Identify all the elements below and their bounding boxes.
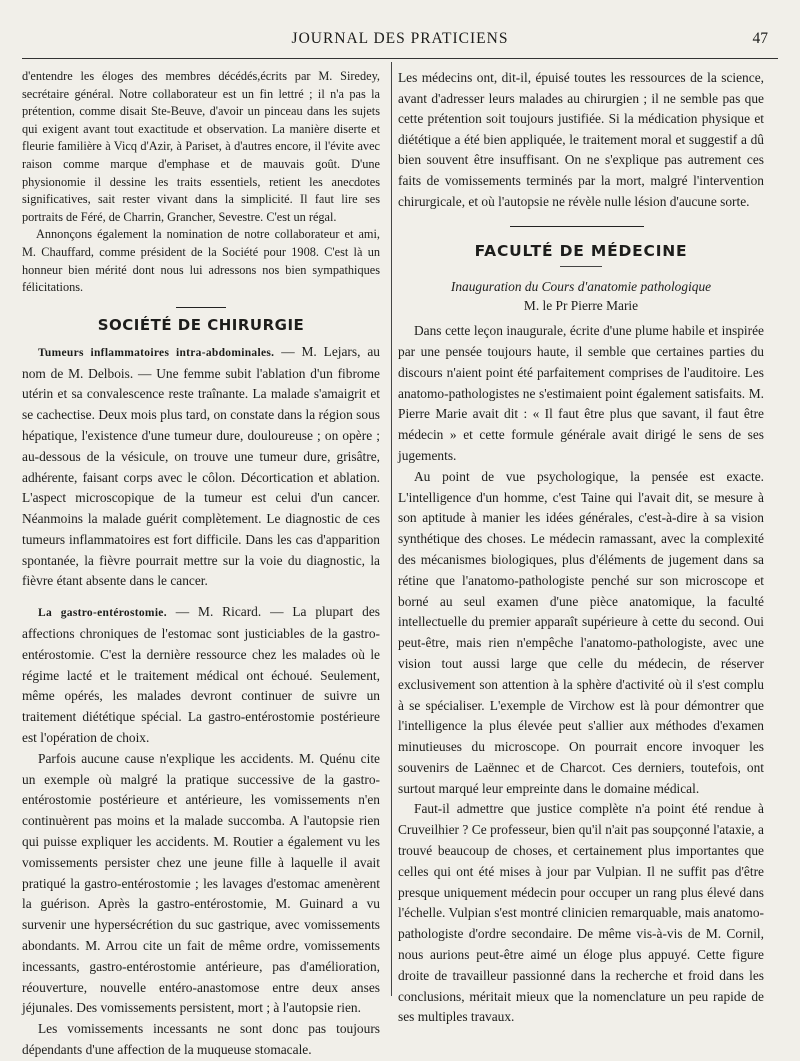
lecture-author: M. le Pr Pierre Marie <box>523 298 639 314</box>
vomissements-paragraph: Les vomissements incessants ne sont donc pas toujours dépendants d'une affection de la muqueuse stomacale. <box>22 1021 380 1058</box>
faculte-paragraph-1: Dans cette leçon inaugurale, écrite d'une plume habile et inspirée par une pensée toujours haute, il semble que certaines parties du discours n'aient point été parfaitement comprises de l'auditoire. Les anatomo-pathologistes ne s'estimaient point également satisfaits. M. Pierre Marie avait dit : « Il faut être plus que savant, il faut être médecin » et cette formule générale avait dirigé le sens de ses jugements. <box>398 323 764 463</box>
intro-paragraph-1: d'entendre les éloges des membres décédés,écrits par M. Siredey, secrétaire général. Notre collaborateur est un fin lettré ; il n'a pas la prétention, comme disait Ste-Beuve, d'avoir un pinceau dans les sujets qui exigent avant tout exactitude et observation. La manière diserte et fleurie familière à Vicq d'Azir, à Pariset, à d'autres encore, il l'évite avec raison comme marque d'emphase et de mauvais goût. D'une physionomie il dessine les traits essentiels, retient les anecdotes significatives, sait rester vivant dans la simplicité. Il faut lire ses portraits de Féré, de Charrin, Grancher, Sevestre. C'est un régal. <box>22 69 380 224</box>
running-header <box>22 30 778 52</box>
faculte-body <box>398 321 764 1028</box>
continuation-paragraph: Les médecins ont, dit-il, épuisé toutes les ressources de la science, avant d'adresser leurs malades au chirurgien ; il ne semble pas que cette prétention soit toujours justifiée. Si la médication physique et diététique a été bien appliquée, le traitement moral et suggestif a dû bien souvent être insuffisant. On ne s'explique pas autrement ces faits de vomissements terminés par la mort, malgré l'intervention chirurgicale, et où l'autopsie ne révèle nulle lésion d'aucune sorte. <box>398 70 764 209</box>
gastro-heading: La gastro-entérostomie. <box>38 607 167 620</box>
intro-paragraph-2: Annonçons également la nomination de notre collaborateur et ami, M. Chauffard, comme président de la Société pour 1908. C'est là un honneur bien mérité dont nous lui adressons nos bien sympathiques félicitations. <box>22 227 380 295</box>
faculte-paragraph-2: Au point de vue psychologique, la pensée est exacte. L'intelligence d'un homme, c'est Taine qui l'avait dit, se mesure à son aptitude à manier les idées générales, c'est-à-dire à sa vision synthétique des choses. Le médecin ramassant, avec la complexité des mécanismes biologiques, plus d'éléments de jugement dans sa rétine que l'anatomo-pathologiste penché sur son microscope et borné au seul examen d'une pièce anatomique, la faculté intellectuelle du premier apparaît supérieure à cette du second. Oui peut-être, mais rien n'empêche l'anatomo-pathologiste, avec une vision tout aussi large que celle du médecin, de réserver exclusivement son attention à la sphère d'activité où il s'est complu à se spécialiser. L'exemple de Virchow est là pour démontrer que l'intelligence la plus élevée peut s'allier aux méthodes d'examen minutieuses du microscope. On pourrait encore invoquer les souvenirs de Laënnec et de Charcot. Ces derniers, toutefois, ont surtout marqué leur empreinte dans le domaine médical. <box>398 468 764 796</box>
section-title-chirurgie: SOCIÉTÉ DE CHIRURGIE <box>97 315 305 334</box>
gastro-paragraph <box>22 602 380 749</box>
journal-title: JOURNAL DES PRATICIENS <box>291 30 509 47</box>
tumeurs-paragraph <box>22 342 380 593</box>
continuation-block <box>398 68 764 212</box>
lecture-caption: Inauguration du Cours d'anatomie pathologique <box>450 279 712 295</box>
faculte-mini-rule <box>560 266 602 267</box>
section-title-faculte: FACULTÉ DE MÉDECINE <box>474 242 688 261</box>
left-column <box>22 68 380 1061</box>
intro-block <box>22 68 380 297</box>
faculte-separator <box>398 226 764 232</box>
section-separator <box>176 307 226 308</box>
right-column <box>398 68 764 1028</box>
chirurgie-body <box>22 342 380 1061</box>
gastro-text: — M. Ricard. — La plupart des affections chroniques de l'estomac sont justiciables de la gastro-entérostomie. C'est la dernière ressource chez les malades où le régime lacté et le traitement médical ont échoué. Seulement, même opérés, les malades devront continuer de suivre un traitement diététique spécial. La gastro-entérostomie postérieure est l'opération de choix. <box>22 604 380 746</box>
tumeurs-heading: Tumeurs inflammatoires intra-abdominales. <box>38 346 275 359</box>
column-divider <box>391 62 392 996</box>
faculte-paragraph-3: Faut-il admettre que justice complète n'a point été rendue à Cruveilhier ? Ce professeur, bien qu'il n'ait pas soupçonné l'ataxie, a trouvé beaucoup de choses, et certainement plus importantes que celles qui ont été mises à jour par Vulpian. Il ne suffit pas d'être presque uniquement médecin pour occuper un rang plus élevé dans l'échelle. Vulpian s'est montré clinicien remarquable, mais anatomo-pathologiste d'ordre secondaire. De même vis-à-vis de M. Cornil, nous aurions peut-être aimé un éloge plus appuyé. Cette figure droite de travailleur passionné dans la recherche et froid dans les conclusions, méritait mieux que la nomenclature un peu rapide de ses multiples travaux. <box>398 801 764 1025</box>
header-rule <box>22 58 778 59</box>
parfois-paragraph: Parfois aucune cause n'explique les accidents. M. Quénu cite un exemple où malgré la pratique successive de la gastro-entérostomie postérieure et antérieure, les vomissements n'en continuèrent pas moins et la malade succomba. A l'autopsie rien qui puisse expliquer les accidents. M. Routier a également vu les vomissements persister chez une jeune fille à laquelle il avait pratiqué la gastro-entérostomie ; les lavages d'estomac amenèrent la guérison. Après la gastro-entérostomie, M. Guinard a vu survenir une hypersécrétion du suc gastrique, avec vomissements abondants. M. Arrou cite un fait de même ordre, vomissements incessants, gastro-entérostomie antérieure, pas d'amélioration, réouverture, nouvelle entéro-anastomose entre deux anses jéjunales. Des vomissements persistent, mort ; à l'autopsie rien. <box>22 750 380 1016</box>
page-number: 47 <box>752 30 768 47</box>
tumeurs-text: — M. Lejars, au nom de M. Delbois. — Une femme subit l'ablation d'un fibrome utérin et sa convalescence reste traînante. La malade s'amaigrit et se cachectise. Deux mois plus tard, on constate dans la région sous hépatique, l'existence d'une tumeur dure, douloureuse ; on opère ; au-dessous de la vésicule, on trouve une tumeur dure, grisâtre, adhérente, faisant corps avec le côlon. Décortication et ablation. L'aspect microscopique de la tumeur est celui d'un cancer. Néanmoins la malade guérit complètement. Le diagnostic de ces tumeurs inflammatoires est fort difficile. Dans les cas d'apparition spontanée, la fièvre pourrait mettre sur la voie du diagnostic, la fièvre étant absente dans le cancer. <box>22 343 380 589</box>
